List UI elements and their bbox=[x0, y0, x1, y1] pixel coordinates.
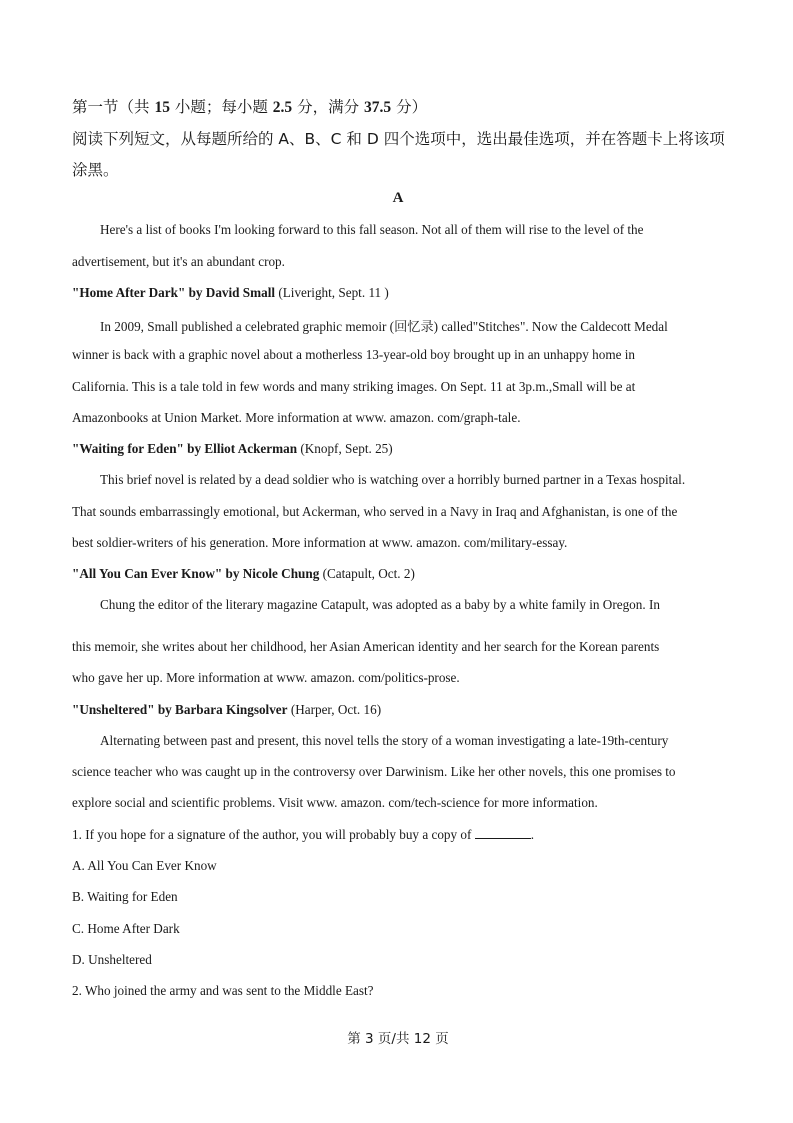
book-desc-line: who gave her up. More information at www. amazon. com/politics-prose. bbox=[72, 670, 460, 685]
book-desc-line: explore social and scientific problems. Visit www. amazon. com/tech-science for more information. bbox=[72, 795, 598, 810]
book-meta: (Catapult, Oct. 2) bbox=[319, 566, 415, 581]
question-option: C. Home After Dark bbox=[72, 921, 180, 936]
book-desc-line: This brief novel is related by a dead soldier who is watching over a horribly burned partner in a Texas hospital. bbox=[100, 472, 686, 487]
question-option: A. All You Can Ever Know bbox=[72, 858, 217, 873]
passage-label: A bbox=[392, 190, 404, 206]
book-desc-line: Chung the editor of the literary magazine Catapult, was adopted as a baby by a white family in Oregon. In bbox=[100, 597, 660, 612]
book-desc-line: this memoir, she writes about her childhood, her Asian American identity and her search for the Korean parents bbox=[72, 639, 660, 654]
book-desc-line: science teacher who was caught up in the controversy over Darwinism. Like her other novels, this one promises to bbox=[72, 764, 676, 779]
question-stem: 2. Who joined the army and was sent to the Middle East? bbox=[72, 983, 374, 998]
book-title: "Waiting for Eden" by Elliot Ackerman bbox=[72, 441, 298, 456]
intro-line: advertisement, but it's an abundant crop. bbox=[72, 254, 285, 269]
question-stem: 1. If you hope for a signature of the author, you will probably buy a copy of . bbox=[72, 827, 534, 842]
book-meta: (Liveright, Sept. 11 ) bbox=[275, 285, 389, 300]
book-heading bbox=[72, 566, 415, 582]
book-title: "All You Can Ever Know" by Nicole Chung bbox=[72, 566, 320, 581]
book-desc-line: best soldier-writers of his generation. More information at www. amazon. com/military-essay. bbox=[72, 535, 568, 550]
book-heading bbox=[72, 441, 393, 457]
book-meta: (Knopf, Sept. 25) bbox=[297, 441, 393, 456]
section-header: 第一节（共 15 小题；每小题 2.5 分，满分 37.5 分） bbox=[72, 98, 428, 116]
page-footer: 第 3 页/共 12 页 bbox=[347, 1031, 449, 1047]
book-desc-line: Amazonbooks at Union Market. More information at www. amazon. com/graph-tale. bbox=[72, 410, 521, 425]
book-heading bbox=[72, 285, 389, 301]
book-meta: (Harper, Oct. 16) bbox=[287, 702, 382, 717]
answer-blank bbox=[475, 827, 531, 839]
question-option: B. Waiting for Eden bbox=[72, 889, 178, 904]
book-desc-line: Alternating between past and present, this novel tells the story of a woman investigating a late-19th-century bbox=[100, 733, 669, 748]
book-title: "Home After Dark" by David Small bbox=[72, 285, 276, 300]
book-title: "Unsheltered" by Barbara Kingsolver bbox=[72, 702, 288, 717]
book-desc-line: winner is back with a graphic novel about a motherless 13-year-old boy brought up in an unhappy home in bbox=[72, 347, 635, 362]
question-option: D. Unsheltered bbox=[72, 952, 152, 967]
intro-line: Here's a list of books I'm looking forward to this fall season. Not all of them will rise to the level of the bbox=[100, 222, 644, 237]
book-heading bbox=[72, 702, 381, 718]
book-desc-line: California. This is a tale told in few words and many striking images. On Sept. 11 at 3p.m.,Small will be at bbox=[72, 379, 636, 394]
book-desc-line: That sounds embarrassingly emotional, but Ackerman, who served in a Navy in Iraq and Afghanistan, is one of the bbox=[72, 504, 678, 519]
book-desc-line: In 2009, Small published a celebrated graphic memoir (回忆录) called"Stitches". Now the Caldecott Medal bbox=[100, 319, 668, 334]
instructions: 阅读下列短文，从每题所给的 A、B、C 和 D 四个选项中，选出最佳选项，并在答题卡上将该项涂黑。 bbox=[72, 130, 725, 179]
